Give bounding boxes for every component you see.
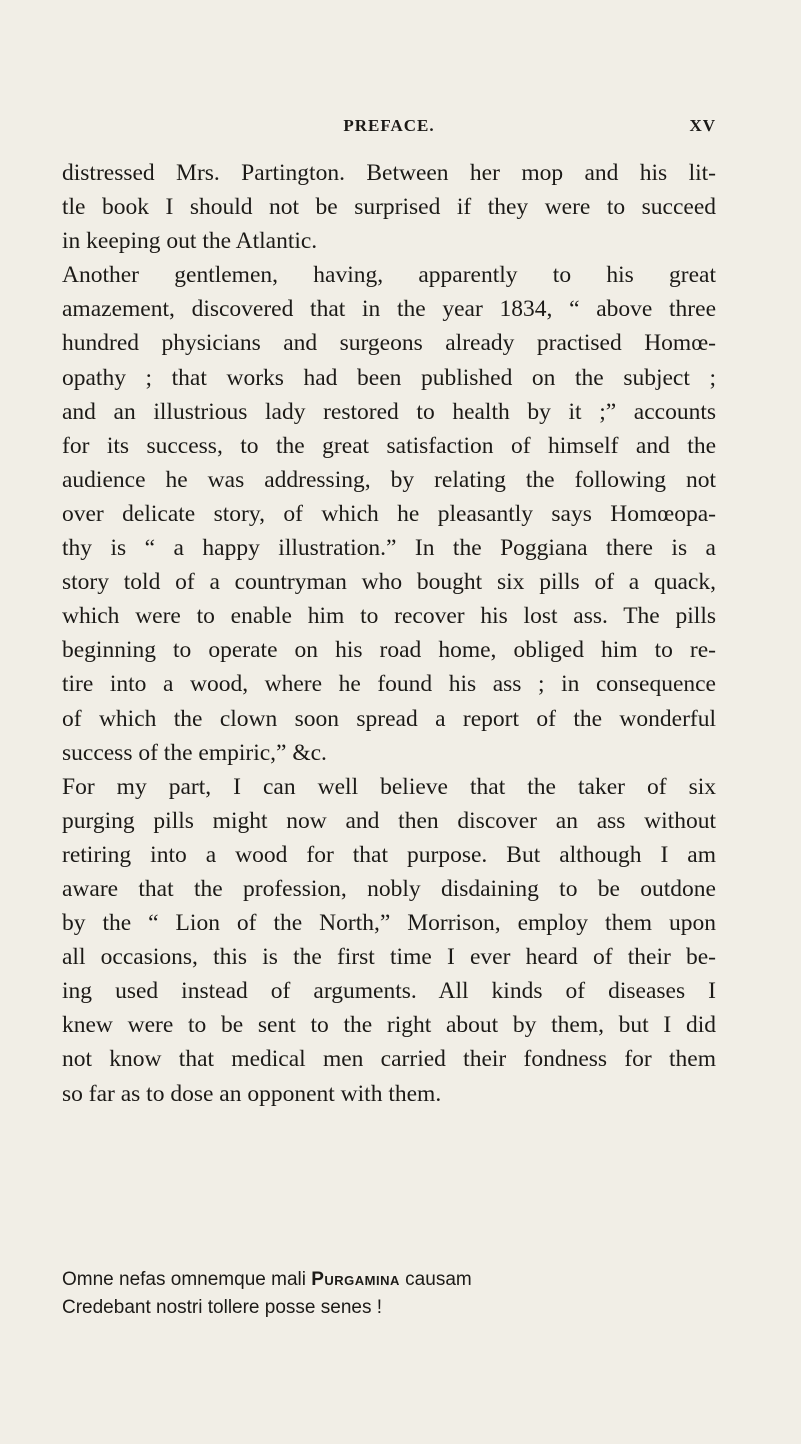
text-line: so far as to dose an opponent with them. [62,1080,442,1107]
text-line: over delicate story, of which he pleasantly says Homœopa- [62,500,716,527]
text-line: audience he was addressing, by relating the following not [62,466,716,493]
text-line: which were to enable him to recover his lost ass. The pills [62,603,716,630]
text-line: For my part, I can well believe that the taker of six [62,773,716,800]
text-line: hundred physicians and surgeons already practised Homœ- [62,330,716,357]
text-line: aware that the profession, nobly disdaining to be outdone [62,875,716,902]
text-line: by the “ Lion of the North,” Morrison, employ them upon [62,910,716,937]
page-number: XV [689,116,716,135]
quote-line-2: Credebant nostri tollere posse senes ! [62,1297,383,1318]
text-line: ing used instead of arguments. All kinds of diseases I [62,978,716,1005]
text-line: thy is “ a happy illustration.” In the Poggiana there is a [62,535,716,562]
text-line: success of the empiric,” &c. [62,739,327,766]
text-line: beginning to operate on his road home, obliged him to re- [62,637,716,664]
text-line: knew were to be sent to the right about by them, but I did [62,1012,716,1039]
text-line: tire into a wood, where he found his ass ; in consequence [62,671,716,698]
running-title: PREFACE. [343,116,435,135]
text-line: of which the clown soon spread a report of the wonderful [62,705,716,732]
text-line: Another gentlemen, having, apparently to his great [62,262,716,289]
text-line: amazement, discovered that in the year 1834, “ above three [62,296,716,323]
text-line: story told of a countryman who bought six pills of a quack, [62,569,716,596]
text-line: distressed Mrs. Partington. Between her mop and his lit- [62,160,716,186]
text-line: purging pills might now and then discover an ass without [62,807,716,834]
quote-line-1 [62,1266,716,1294]
quote-line-1-start: Omne nefas omnemque mali [62,1269,312,1290]
quote-line-1-end: causam [399,1269,472,1290]
text-line: tle book I should not be surprised if they were to succeed [62,194,716,221]
latin-quotation [62,1266,716,1322]
text-line: retiring into a wood for that purpose. But although I am [62,841,716,868]
quote-emphasis: Purgamina [311,1269,400,1290]
text-line: all occasions, this is the first time I ever heard of their be- [62,944,716,971]
text-line: in keeping out the Atlantic. [62,228,318,255]
text-line: and an illustrious lady restored to health by it ;” accounts [62,398,716,425]
text-line: for its success, to the great satisfaction of himself and the [62,432,716,459]
body-text [62,156,716,1111]
page-header [62,116,716,140]
text-line: opathy ; that works had been published on the subject ; [62,364,716,391]
text-line: not know that medical men carried their fondness for them [62,1046,716,1073]
